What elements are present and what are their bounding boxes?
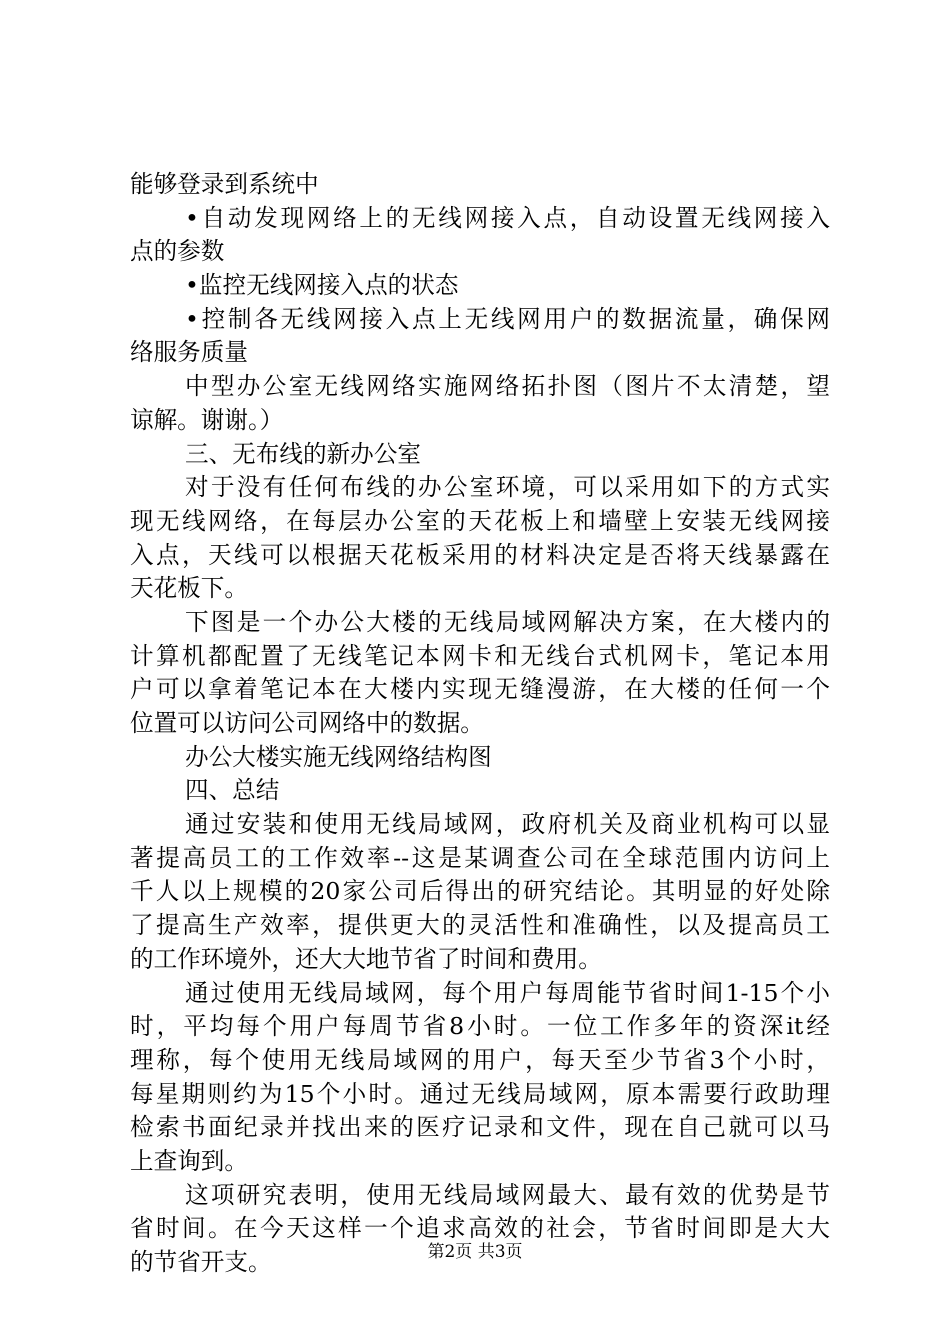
paragraph-line: 每星期则约为15个小时。通过无线局域网，原本需要行政助理	[130, 1079, 830, 1108]
section-heading: 四、总结	[185, 776, 280, 805]
text-line: 络服务质量	[130, 338, 248, 367]
bullet-line: •控制各无线网接入点上无线网用户的数据流量，确保网	[185, 304, 830, 333]
paragraph-line: 这项研究表明，使用无线局域网最大、最有效的优势是节	[185, 1180, 830, 1209]
document-body	[130, 168, 830, 1280]
paragraph-line: 的节省开支。	[130, 1248, 272, 1276]
paragraph-line: 对于没有任何布线的办公室环境，可以采用如下的方式实	[185, 473, 830, 502]
text-line: 谅解。谢谢。）	[130, 405, 284, 434]
paragraph-line: 下图是一个办公大楼的无线局域网解决方案，在大楼内的	[185, 607, 830, 636]
paragraph-line: 入点，天线可以根据天花板采用的材料决定是否将天线暴露在	[130, 540, 830, 569]
bullet-line: •监控无线网接入点的状态	[185, 271, 459, 300]
paragraph-line: 计算机都配置了无线笔记本网卡和无线台式机网卡，笔记本用	[130, 641, 830, 670]
paragraph-line: 天花板下。	[130, 574, 248, 603]
paragraph-line: 省时间。在今天这样一个追求高效的社会，节省时间即是大大	[130, 1214, 830, 1243]
paragraph-line: 通过安装和使用无线局域网，政府机关及商业机构可以显	[185, 810, 830, 839]
text-line: 点的参数	[130, 237, 225, 266]
paragraph-line: 户可以拿着笔记本在大楼内实现无缝漫游，在大楼的任何一个	[130, 675, 830, 704]
section-heading: 三、无布线的新办公室	[185, 439, 421, 468]
paragraph-line: 通过使用无线局域网，每个用户每周能节省时间1-15个小	[185, 978, 830, 1007]
page-number-footer: 第2页 共3页	[427, 1242, 523, 1262]
paragraph-line: 现无线网络，在每层办公室的天花板上和墙壁上安装无线网接	[130, 506, 830, 535]
text-line: 能够登录到系统中	[130, 170, 319, 198]
bullet-line: •自动发现网络上的无线网接入点，自动设置无线网接入	[185, 203, 830, 232]
paragraph-line: 的工作环境外，还大大地节省了时间和费用。	[130, 944, 602, 973]
paragraph-line: 上查询到。	[130, 1146, 248, 1175]
paragraph-line: 了提高生产效率，提供更大的灵活性和准确性，以及提高员工	[130, 911, 830, 940]
paragraph-line: 理称，每个使用无线局域网的用户，每天至少节省3个小时，	[130, 1045, 830, 1074]
paragraph-line: 时，平均每个用户每周节省8小时。一位工作多年的资深it经	[130, 1012, 830, 1041]
paragraph-line: 千人以上规模的20家公司后得出的研究结论。其明显的好处除	[130, 877, 830, 906]
caption-line: 办公大楼实施无线网络结构图	[185, 742, 492, 771]
caption-line: 中型办公室无线网络实施网络拓扑图（图片不太清楚，望	[185, 372, 830, 401]
paragraph-line: 著提高员工的工作效率--这是某调查公司在全球范围内访问上	[130, 843, 830, 872]
paragraph-line: 检索书面纪录并找出来的医疗记录和文件，现在自己就可以马	[130, 1113, 830, 1142]
paragraph-line: 位置可以访问公司网络中的数据。	[130, 709, 484, 737]
